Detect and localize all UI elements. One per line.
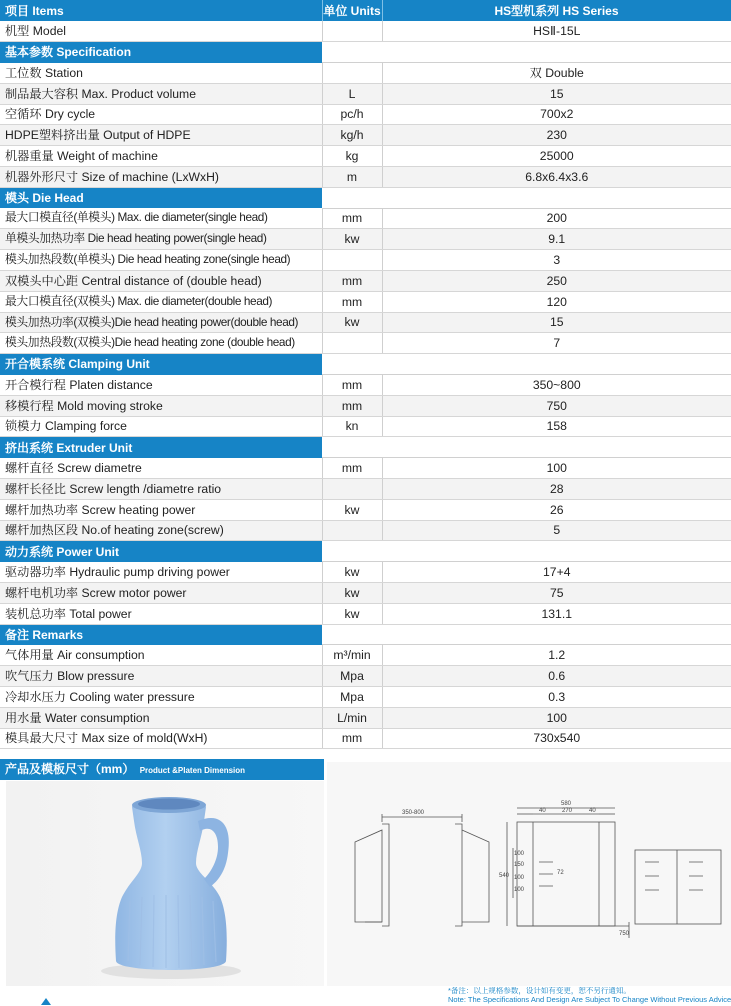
product-photo [6,781,324,986]
table-row [0,63,731,84]
row-unit: mm [322,291,382,312]
table-row [0,520,731,541]
row-unit: mm [322,458,382,479]
section-header [0,541,731,562]
table-row [0,479,731,500]
section-blank-unit [322,187,382,208]
row-unit: Mpa [322,666,382,687]
section-blank-value [382,187,731,208]
table-row [0,666,731,687]
table-row [0,312,731,333]
row-unit: L [322,83,382,104]
row-unit: m³/min [322,645,382,666]
row-value: 730x540 [382,728,731,749]
row-value: 100 [382,707,731,728]
row-name: 螺杆电机功率 Screw motor power [0,583,322,604]
row-value: 6.8x6.4x3.6 [382,167,731,188]
section-title: 挤出系统 Extruder Unit [0,437,322,458]
platen-drawing [327,762,731,986]
dim-inner-label: 72 [557,870,564,876]
row-unit: kw [322,312,382,333]
dim-height-label: 540 [499,873,510,879]
row-unit: kw [322,603,382,624]
row-value: 15 [382,83,731,104]
row-unit: L/min [322,707,382,728]
row-value: 750 [382,395,731,416]
row-value: 120 [382,291,731,312]
table-row [0,167,731,188]
table-row [0,291,731,312]
platen-drawing-panel [327,762,731,986]
dim-v1-label: 100 [514,851,525,857]
row-value: 0.6 [382,666,731,687]
table-row [0,271,731,292]
row-value: 250 [382,271,731,292]
row-unit: kw [322,229,382,250]
table-row [0,104,731,125]
row-value: 28 [382,479,731,500]
row-value: 700x2 [382,104,731,125]
section-header [0,437,731,458]
row-unit: m [322,167,382,188]
row-unit: kw [322,562,382,583]
row-name: 最大口模直径(单模头) Max. die diameter(single head) [0,208,322,229]
dim-width-label: 580 [561,801,572,807]
row-name: 驱动器功率 Hydraulic pump driving power [0,562,322,583]
section-title: 动力系统 Power Unit [0,541,322,562]
dim-right-gap-label: 40 [589,808,596,814]
row-name: 机器重量 Weight of machine [0,146,322,167]
row-name: HDPE塑料挤出量 Output of HDPE [0,125,322,146]
dim-v4-label: 100 [514,887,525,893]
row-value: 131.1 [382,603,731,624]
row-unit: kg/h [322,125,382,146]
row-name: 双模头中心距 Central distance of (double head) [0,271,322,292]
table-row [0,250,731,271]
row-name: 最大口模直径(双模头) Max. die diameter(double head) [0,291,322,312]
row-value: 0.3 [382,687,731,708]
row-name: 模具最大尺寸 Max size of mold(WxH) [0,728,322,749]
row-unit: mm [322,271,382,292]
row-value: 158 [382,416,731,437]
section-blank-value [382,624,731,645]
table-header-row [0,0,731,21]
footnote-en: Note: The Specifications And Design Are Subject To Change Without Previous Advice [448,995,731,1004]
table-row [0,333,731,354]
model-unit [322,21,382,42]
table-row [0,707,731,728]
decorative-mark-icon [40,996,52,1006]
table-row [0,395,731,416]
row-unit [322,333,382,354]
section-header [0,354,731,375]
row-unit: kw [322,583,382,604]
table-row [0,146,731,167]
table-row [0,645,731,666]
section-blank-unit [322,354,382,375]
table-row [0,416,731,437]
row-name: 锁模力 Clamping force [0,416,322,437]
header-items: 项目 Items [0,0,322,21]
table-row [0,583,731,604]
section-blank-value [382,354,731,375]
row-unit: mm [322,208,382,229]
section-header [0,187,731,208]
row-unit [322,520,382,541]
row-value: 25000 [382,146,731,167]
row-name: 装机总功率 Total power [0,603,322,624]
dim-stroke-label: 350-800 [402,810,425,816]
row-name: 螺杆加热功率 Screw heating power [0,499,322,520]
dim-center-label: 270 [562,808,573,814]
section-blank-unit [322,624,382,645]
model-label: 机型 Model [0,21,322,42]
dim-bottom-label: 750 [619,931,630,937]
row-value: 5 [382,520,731,541]
row-unit: mm [322,375,382,396]
table-row [0,562,731,583]
section-blank-unit [322,541,382,562]
table-row [0,728,731,749]
row-name: 工位数 Station [0,63,322,84]
table-row [0,603,731,624]
row-unit: kw [322,499,382,520]
table-row [0,687,731,708]
dim-v2-label: 150 [514,862,525,868]
row-name: 螺杆长径比 Screw length /diametre ratio [0,479,322,500]
model-value: HSⅡ-15L [382,21,731,42]
row-unit: kg [322,146,382,167]
model-row [0,21,731,42]
row-value: 75 [382,583,731,604]
row-value: 200 [382,208,731,229]
section-header [0,42,731,63]
dimension-title-text: 产品及模板尺寸（mm） [5,762,135,776]
row-name: 空循环 Dry cycle [0,104,322,125]
row-name: 模头加热段数(单模头) Die head heating zone(single head) [0,250,322,271]
row-unit: mm [322,395,382,416]
row-name: 移模行程 Mold moving stroke [0,395,322,416]
dim-v3-label: 100 [514,875,525,881]
row-name: 螺杆加热区段 No.of heating zone(screw) [0,520,322,541]
row-value: 100 [382,458,731,479]
row-name: 冷却水压力 Cooling water pressure [0,687,322,708]
dimension-subtitle: Product &Platen Dimension [139,766,246,775]
row-value: 26 [382,499,731,520]
table-row [0,83,731,104]
section-title: 备注 Remarks [0,624,322,645]
row-unit: Mpa [322,687,382,708]
section-blank-value [382,437,731,458]
row-value: 3 [382,250,731,271]
footnote [448,987,731,1006]
table-row [0,499,731,520]
section-header [0,624,731,645]
table-row [0,125,731,146]
footnote-cn: *备注：以上规格参数，设计如有变更，恕不另行通知。 [448,987,631,995]
section-title: 基本参数 Specification [0,42,322,63]
row-unit: mm [322,728,382,749]
table-row [0,208,731,229]
section-blank-value [382,42,731,63]
dimension-title [0,759,324,780]
row-unit: kn [322,416,382,437]
row-unit [322,250,382,271]
row-name: 气体用量 Air consumption [0,645,322,666]
row-value: 7 [382,333,731,354]
row-name: 用水量 Water consumption [0,707,322,728]
table-row [0,375,731,396]
row-name: 模头加热功率(双模头)Die head heating power(double head) [0,312,322,333]
bottle-image [6,781,324,986]
row-value: 1.2 [382,645,731,666]
row-value: 15 [382,312,731,333]
row-name: 吹气压力 Blow pressure [0,666,322,687]
section-title: 模头 Die Head [0,187,322,208]
row-value: 17+4 [382,562,731,583]
row-name: 单模头加热功率 Die head heating power(single head) [0,229,322,250]
header-series: HS型机系列 HS Series [382,0,731,21]
row-name: 机器外形尺寸 Size of machine (LxWxH) [0,167,322,188]
row-value: 9.1 [382,229,731,250]
row-name: 开合模行程 Platen distance [0,375,322,396]
row-name: 制品最大容积 Max. Product volume [0,83,322,104]
row-value: 230 [382,125,731,146]
section-blank-value [382,541,731,562]
row-name: 模头加热段数(双模头)Die head heating zone (double head) [0,333,322,354]
table-row [0,458,731,479]
section-blank-unit [322,437,382,458]
section-title: 开合模系统 Clamping Unit [0,354,322,375]
row-value: 双 Double [382,63,731,84]
table-row [0,229,731,250]
header-units: 单位 Units [322,0,382,21]
section-blank-unit [322,42,382,63]
row-unit [322,479,382,500]
row-unit [322,63,382,84]
row-value: 350~800 [382,375,731,396]
row-name: 螺杆直径 Screw diametre [0,458,322,479]
dim-left-gap-label: 40 [539,808,546,814]
row-unit: pc/h [322,104,382,125]
